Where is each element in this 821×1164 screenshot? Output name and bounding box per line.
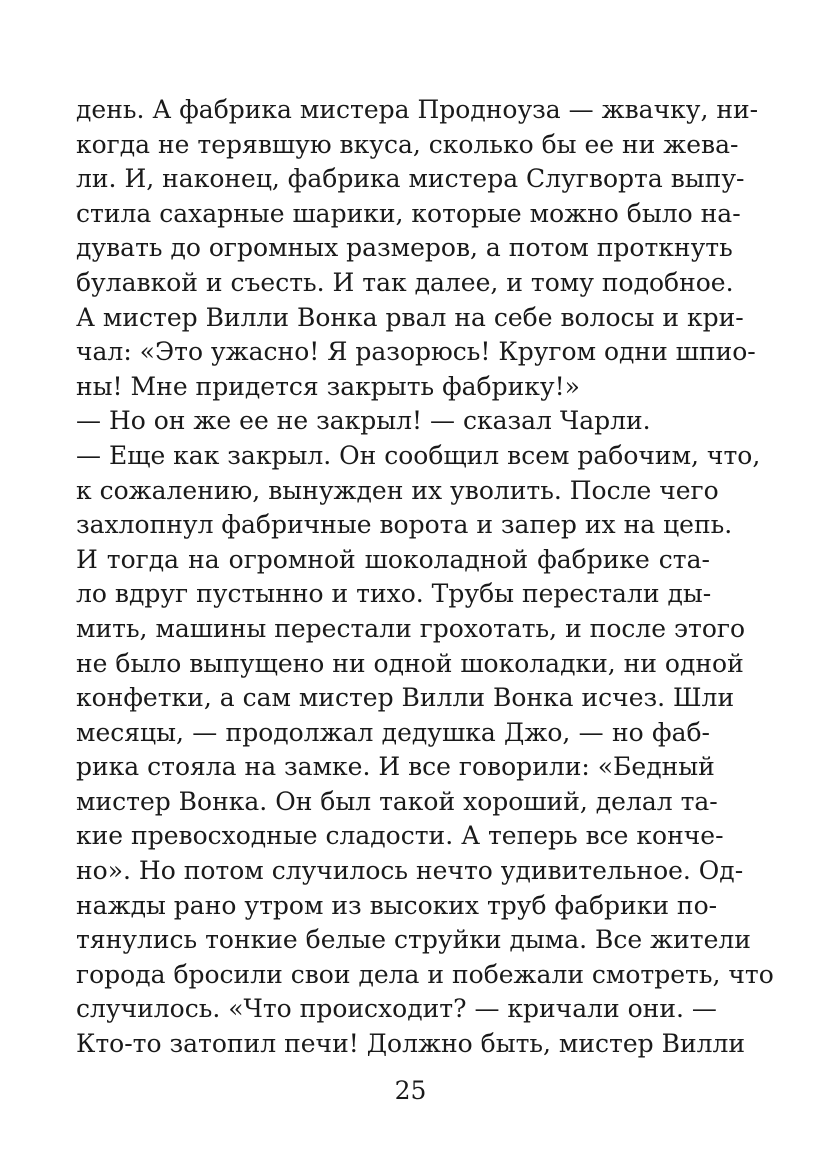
text-line: дувать до огромных размеров, а потом проткнуть — [76, 233, 733, 263]
text-line: не было выпущено ни одной шоколадки, ни одной — [76, 648, 744, 678]
dialogue-line: — Еще как закрыл. Он сообщил всем рабочим, что, — [76, 440, 761, 470]
dialogue-line: — Но он же ее не закрыл! — сказал Чарли. — [76, 406, 651, 436]
text-line: тянулись тонкие белые струйки дыма. Все жители — [76, 925, 751, 955]
text-line: нажды рано утром из высоких труб фабрики по- — [76, 890, 718, 920]
text-line: И тогда на огромной шоколадной фабрике ста- — [76, 544, 710, 574]
text-line: ны! Мне придется закрыть фабрику!» — [76, 371, 580, 401]
text-line: рика стояла на замке. И все говорили: «Бедный — [76, 752, 715, 782]
text-line: ли. И, наконец, фабрика мистера Слугворта выпу- — [76, 164, 745, 194]
text-line: когда не терявшую вкуса, сколько бы ее ни жева- — [76, 129, 739, 159]
text-line: конфетки, а сам мистер Вилли Вонка исчез. Шли — [76, 683, 735, 713]
body-text — [76, 93, 774, 1062]
text-line: Кто-то затопил печи! Должно быть, мистер Вилли — [76, 1029, 746, 1059]
text-line: чал: «Это ужасно! Я разорюсь! Кругом одни шпио- — [76, 337, 756, 367]
text-line: мистер Вонка. Он был такой хороший, делал та- — [76, 786, 718, 816]
text-line: ло вдруг пустынно и тихо. Трубы перестали ды- — [76, 579, 712, 609]
text-line: к сожалению, вынужден их уволить. После чего — [76, 475, 719, 505]
text-line: мить, машины перестали грохотать, и после этого — [76, 613, 746, 643]
text-line: города бросили свои дела и побежали смотреть, что — [76, 959, 774, 989]
text-line: день. А фабрика мистера Продноуза — жвачку, ни- — [76, 95, 759, 124]
text-line: но». Но потом случилось нечто удивительное. Од- — [76, 856, 744, 886]
text-line: булавкой и съесть. И так далее, и тому подобное. — [76, 267, 734, 297]
text-line: кие превосходные сладости. А теперь все конче- — [76, 821, 724, 851]
text-line: А мистер Вилли Вонка рвал на себе волосы и кри- — [76, 302, 744, 332]
text-line: случилось. «Что происходит? — кричали они. — — [76, 994, 717, 1024]
text-line: захлопнул фабричные ворота и запер их на цепь. — [76, 510, 733, 540]
text-line: месяцы, — продолжал дедушка Джо, — но фаб- — [76, 717, 710, 747]
text-line: стила сахарные шарики, которые можно было на- — [76, 198, 741, 228]
page-number: 25 — [394, 1076, 427, 1105]
